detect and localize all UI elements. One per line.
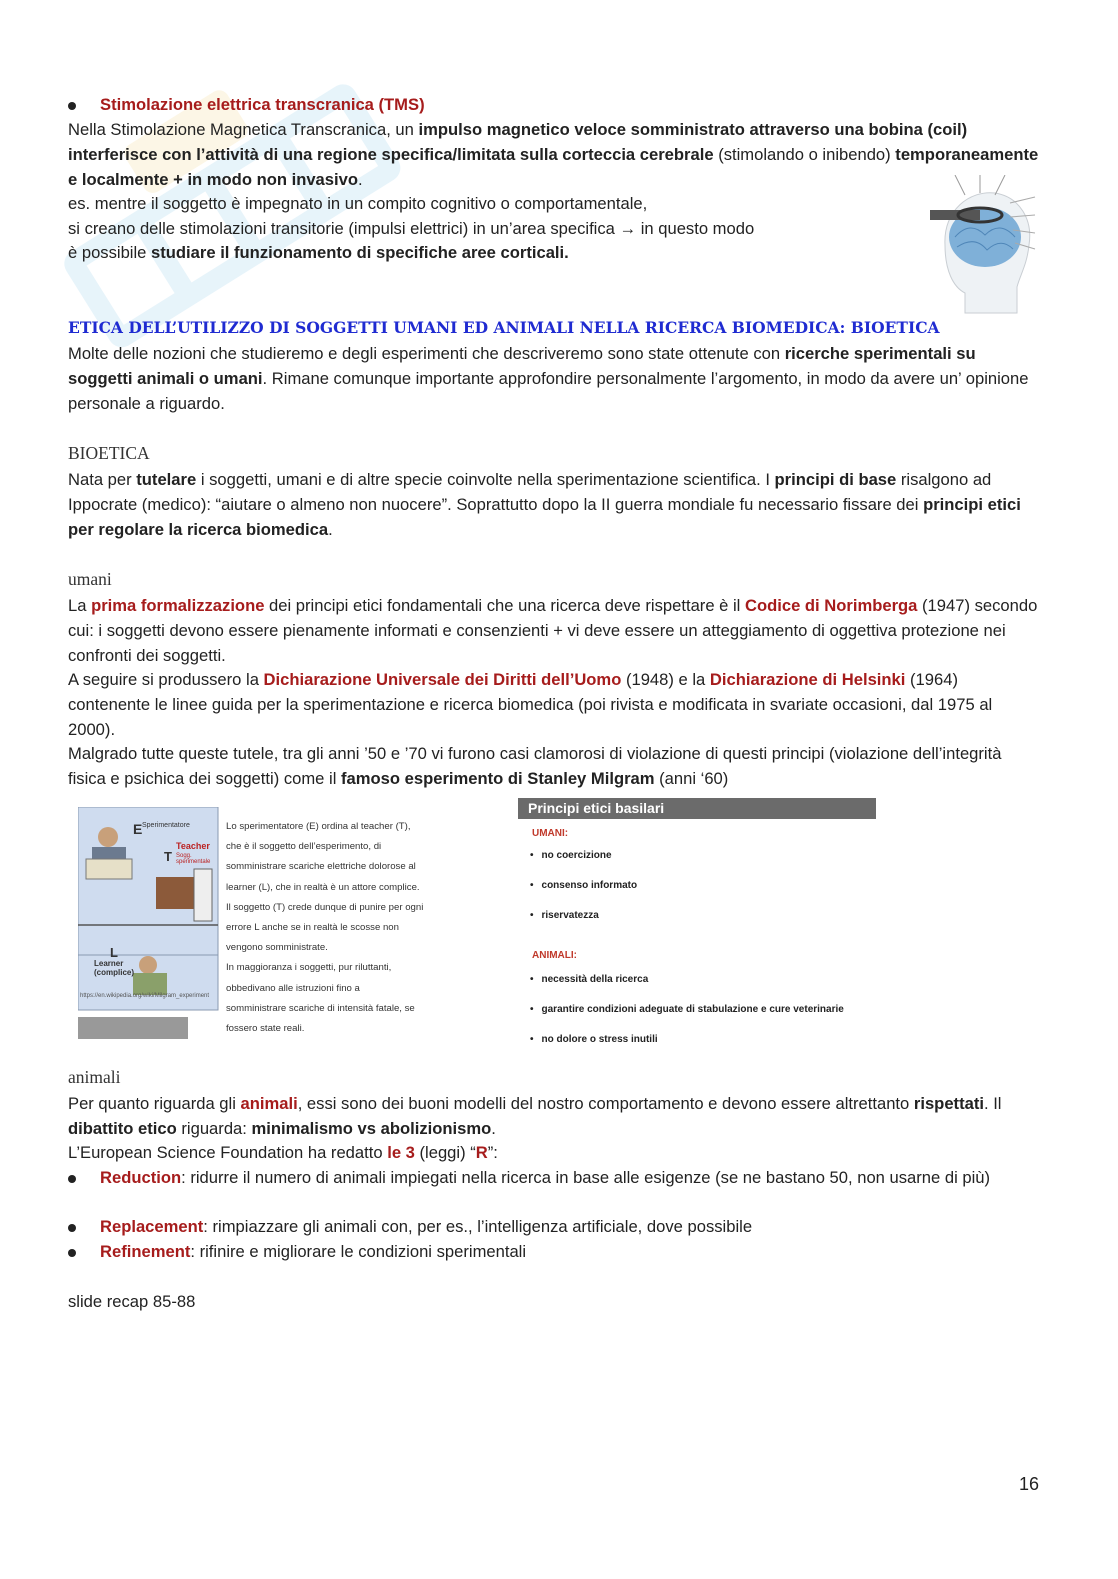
- text-span: (leggi) “: [414, 1143, 476, 1162]
- principi-item-text: riservatezza: [541, 910, 599, 921]
- text-span-bold: ricerche sperimentali su soggetti animali o umani: [68, 344, 976, 388]
- recap-note: slide recap 85-88: [68, 1292, 196, 1311]
- text-span-bold: principi di base: [774, 470, 897, 489]
- label-learner-sub: (complice): [94, 968, 135, 977]
- text-span: (1947) secondo cui: i soggetti devono essere pienamente informati e consenzienti + vi deve essere un atteggiamento di oggettiva protezione nei confronti dei soggetti.: [68, 596, 1038, 665]
- reduction-text: : ridurre il numero di animali impiegati nella ricerca in base alle esigenze (se ne bastano 50, non usarne di più): [181, 1168, 991, 1187]
- refinement-text: : rifinire e migliorare le condizioni sperimentali: [190, 1242, 527, 1261]
- principi-item-text: no coercizione: [541, 850, 612, 861]
- text-span-bold: impulso magnetico veloce somministrato attraverso una bobina (coil) interferisce con l’attività di una regione specifica/limitata sulla corteccia cerebrale: [68, 120, 968, 164]
- principi-figure: [518, 798, 878, 1058]
- text-span: dei principi etici fondamentali che una ricerca deve rispettare è il: [264, 596, 745, 615]
- principi-animali-label: ANIMALI:: [532, 950, 577, 961]
- umani-paragraph-2: [68, 668, 1043, 742]
- replacement-text: : rimpiazzare gli animali con, per es., l’intelligenza artificiale, dove possibile: [203, 1217, 753, 1236]
- bullet-dot: [68, 1175, 76, 1183]
- bullet-dot: •: [530, 1004, 534, 1015]
- text-span-red: Codice di Norimberga: [744, 596, 918, 615]
- principi-item-text: no dolore o stress inutili: [541, 1034, 658, 1045]
- milgram-description: [226, 817, 456, 1039]
- text-span: .: [358, 169, 363, 189]
- text-span-bold: minimalismo vs abolizionismo: [251, 1118, 492, 1138]
- text-span-bold: dibattito etico: [68, 1118, 177, 1138]
- text-span-red: Dichiarazione di Helsinki: [709, 670, 906, 689]
- bullet-dot: [68, 1224, 76, 1232]
- label-l: L: [110, 945, 118, 960]
- animali-heading: animali: [68, 1067, 121, 1087]
- animali-paragraph-1: [68, 1092, 1043, 1142]
- text-span: i soggetti, umani e di altre specie coinvolte nella sperimentazione scientifica. I: [196, 470, 775, 489]
- bullet-dot: •: [530, 1034, 534, 1045]
- animali-paragraph-2: [68, 1141, 1048, 1166]
- tms-line-2: es. mentre il soggetto è impegnato in un compito cognitivo o comportamentale,: [68, 194, 648, 213]
- ethics-paragraph: [68, 342, 1043, 416]
- replacement-label: Replacement: [100, 1217, 204, 1236]
- bullet-dot: •: [530, 910, 534, 921]
- reduction-bullet: [100, 1166, 1000, 1191]
- text-span-bold: principi etici per regolare la ricerca biomedica: [68, 494, 1021, 539]
- label-teacher-sub: Sogg. sperimentale: [176, 853, 211, 865]
- principi-item-text: garantire condizioni adeguate di stabulazione e cure veterinarie: [541, 1004, 844, 1015]
- text-span: A seguire si produssero la: [68, 670, 264, 689]
- label-learner: Learner: [94, 959, 124, 968]
- milgram-text-line: somministrare scariche elettriche dolorose al: [226, 861, 416, 873]
- milgram-text-line: obbedivano alle istruzioni fino a: [226, 982, 360, 994]
- principi-list-item: [530, 880, 637, 891]
- principi-title: Principi etici basilari: [518, 798, 876, 819]
- milgram-text-line: errore L anche se in realtà le scosse non: [226, 922, 399, 934]
- principi-item-text: consenso informato: [541, 880, 638, 891]
- text-span-bold: tutelare: [136, 470, 197, 489]
- text-span: , essi sono dei buoni modelli del nostro comportamento e devono essere altrettanto: [297, 1094, 914, 1113]
- tms-bullet: [100, 93, 425, 118]
- milgram-text-line: In maggioranza i soggetti, pur riluttanti,: [226, 962, 392, 974]
- text-span: Nata per: [68, 470, 137, 489]
- milgram-text-line: learner (L), che in realtà è un attore complice.: [226, 881, 420, 893]
- milgram-text-line: Lo sperimentatore (E) ordina al teacher (T),: [226, 821, 411, 832]
- bullet-dot: •: [530, 850, 534, 861]
- tms-head-illustration: [925, 175, 1040, 315]
- text-span: Molte delle nozioni che studieremo e degli esperimenti che descriveremo sono state ottenute con: [68, 344, 785, 363]
- text-span: (stimolando o inibendo): [713, 144, 896, 164]
- principi-list-item: [530, 974, 648, 985]
- refinement-bullet: [100, 1240, 1000, 1265]
- ethics-heading: ETICA DELL’UTILIZZO DI SOGGETTI UMANI ED ANIMALI NELLA RICERCA BIOMEDICA: BIOETICA: [68, 318, 940, 337]
- text-span: ”:: [487, 1143, 498, 1162]
- milgram-text-line: Il soggetto (T) crede dunque di punire per ogni: [226, 901, 424, 913]
- label-t: T: [164, 849, 172, 864]
- tms-line-3: si creano delle stimolazioni transitorie (impulsi elettrici) in un’area specifica → in questo modo: [68, 219, 755, 238]
- bioetica-heading: BIOETICA: [68, 443, 150, 463]
- umani-heading: umani: [68, 569, 112, 589]
- text-span: (1948) e la: [621, 670, 710, 689]
- milgram-figure: [78, 807, 458, 1039]
- principi-list-item: [530, 850, 612, 861]
- text-span: Per quanto riguarda gli: [68, 1094, 241, 1113]
- principi-list-item: [530, 910, 599, 921]
- page-number: 16: [1019, 1474, 1040, 1494]
- text-span: Malgrado tutte queste tutele, tra gli anni ’50 e ’70 vi furono casi clamorosi di violazione di questi principi (violazione dell’integrità fisica e psichica dei soggetti) come il: [68, 744, 1002, 788]
- text-span-red: le 3: [387, 1143, 415, 1162]
- bioetica-paragraph: [68, 468, 1048, 542]
- text-span: (anni ‘60): [654, 768, 729, 788]
- text-span-bold: temporaneamente e localmente + in modo non invasivo: [68, 144, 1039, 189]
- principi-umani-label: UMANI:: [532, 828, 569, 839]
- milgram-url: https://en.wikipedia.org/wiki/Milgram_experiment: [80, 993, 210, 999]
- text-span-red: Dichiarazione Universale dei Diritti dell’Uomo: [263, 670, 622, 689]
- milgram-text-line: vengono somministrate.: [226, 942, 328, 954]
- umani-paragraph-3: [68, 742, 1043, 792]
- text-span: Nella Stimolazione Magnetica Transcranica, un: [68, 120, 419, 139]
- text-span: riguarda:: [176, 1118, 252, 1138]
- text-span: risalgono ad Ippocrate (medico): “aiutare o almeno non nuocere”. Soprattutto dopo la II guerra mondiale fu necessario fissare dei: [68, 470, 992, 514]
- reduction-label: Reduction: [100, 1168, 182, 1187]
- refinement-label: Refinement: [100, 1242, 191, 1261]
- text-span: . Il: [983, 1094, 1002, 1113]
- label-e: E: [133, 821, 143, 837]
- bullet-dot: •: [530, 974, 534, 985]
- text-span-red: animali: [240, 1094, 298, 1113]
- principi-list-item: [530, 1004, 844, 1015]
- bullet-dot: [68, 1249, 76, 1257]
- milgram-text-line: che è il soggetto dell’esperimento, di: [226, 841, 382, 853]
- text-span: è possibile: [68, 243, 152, 262]
- principi-item-text: necessità della ricerca: [541, 974, 649, 985]
- tms-line-4: [68, 241, 868, 266]
- text-span-red: R: [475, 1143, 488, 1162]
- milgram-text-line: somministrare scariche di intensità fatale, se: [226, 1002, 415, 1014]
- replacement-bullet: [100, 1215, 1000, 1240]
- bullet-dot: [68, 102, 76, 110]
- text-span: .: [328, 519, 333, 539]
- text-span: . Rimane comunque importante approfondire personalmente l’argomento, in modo da avere un’ opinione personale a riguardo.: [68, 368, 1029, 413]
- principi-list-item: [530, 1034, 658, 1045]
- milgram-text-line: fossero state reali.: [226, 1023, 305, 1035]
- text-span-bold: famoso esperimento di Stanley Milgram: [341, 768, 655, 788]
- text-span: La: [68, 596, 92, 615]
- text-span-bold: studiare il funzionamento di specifiche aree corticali.: [151, 243, 569, 262]
- label-e-small: Sperimentatore: [142, 822, 190, 829]
- text-span: L’European Science Foundation ha redatto: [68, 1143, 388, 1162]
- text-span-red: prima formalizzazione: [91, 596, 265, 615]
- text-span-bold: rispettati: [913, 1094, 984, 1113]
- text-span: (1964) contenente le linee guida per la sperimentazione e ricerca biomedica (poi rivista e modificata in svariate occasioni, dal 1975 al 2000).: [68, 670, 993, 739]
- tms-title: Stimolazione elettrica transcranica (TMS): [100, 95, 425, 114]
- umani-paragraph-1: [68, 594, 1043, 668]
- tms-paragraph: [68, 118, 1043, 192]
- text-span: .: [491, 1118, 496, 1138]
- bullet-dot: •: [530, 880, 534, 891]
- label-teacher: Teacher: [176, 841, 210, 851]
